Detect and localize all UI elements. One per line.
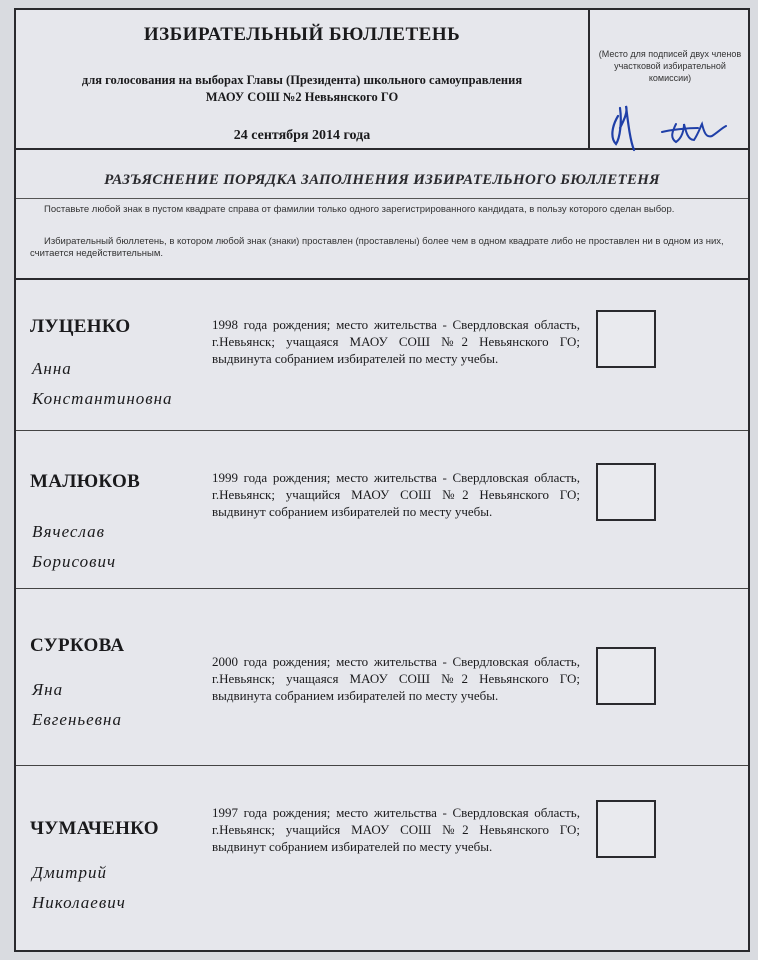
candidate-first-name: Дмитрий: [32, 863, 107, 882]
instructions-title: РАЗЪЯСНЕНИЕ ПОРЯДКА ЗАПОЛНЕНИЯ ИЗБИРАТЕЛЬНОГО БЮЛЛЕТЕНЯ: [104, 172, 660, 188]
candidate-surname: СУРКОВА: [30, 635, 125, 656]
candidate-bio: 1999 года рождения; место жительства - Свердловская область, г.Невьянск; учащийся МАОУ СОШ №2 Невьянского ГО; выдвинут собранием избирателей по месту учебы.: [212, 470, 580, 519]
ballot-subtitle-line1: для голосования на выборах Главы (Президента) школьного самоуправления: [81, 73, 523, 87]
signature-two: [662, 124, 726, 142]
handwritten-signatures: [590, 98, 748, 158]
election-date: 24 сентября 2014 года: [233, 128, 371, 143]
candidate-row: [16, 589, 748, 766]
candidate-first-name: Яна: [32, 680, 64, 699]
candidate-given-names: [32, 675, 122, 735]
candidate-patronymic: Евгеньевна: [32, 710, 122, 729]
candidate-patronymic: Борисович: [32, 552, 117, 571]
candidate-first-name: Вячеслав: [32, 522, 105, 541]
ballot-header: [16, 10, 748, 150]
instructions-paragraph-1: Поставьте любой знак в пустом квадрате справа от фамилии только одного зарегистрированного кандидата, в пользу которого сделан выбор.: [44, 204, 675, 215]
candidate-patronymic: Константиновна: [32, 389, 173, 408]
vote-checkbox[interactable]: [596, 647, 656, 705]
candidate-surname: ЧУМАЧЕНКО: [30, 818, 159, 839]
signature-note: (Место для подписей двух членов участковой избирательной комиссии): [598, 49, 742, 83]
ballot-subtitle: [26, 72, 578, 106]
instructions-paragraph-2: Избирательный бюллетень, в котором любой знак (знаки) проставлен (проставлены) более чем в одном квадрате либо не проставлен ни в одном из них, считается недействительным.: [30, 236, 724, 259]
candidate-given-names: [32, 517, 116, 577]
candidate-first-name: Анна: [32, 359, 72, 378]
ballot-subtitle-line2: МАОУ СОШ №2 Невьянского ГО: [205, 90, 399, 104]
ballot-sheet: [14, 8, 750, 952]
candidate-given-names: [32, 354, 173, 414]
signature-one: [612, 106, 634, 150]
candidate-patronymic: Николаевич: [32, 893, 126, 912]
vote-checkbox[interactable]: [596, 463, 656, 521]
candidate-surname: ЛУЦЕНКО: [30, 316, 131, 337]
candidate-surname: МАЛЮКОВ: [30, 471, 141, 492]
candidate-bio: 1997 года рождения; место жительства - Свердловская область, г.Невьянск; учащийся МАОУ СОШ №2 Невьянского ГО; выдвинут собранием избирателей по месту учебы.: [212, 805, 580, 854]
signature-area: [590, 10, 748, 148]
candidate-bio: 1998 года рождения; место жительства - Свердловская область, г.Невьянск; учащаяся МАОУ СОШ №2 Невьянского ГО; выдвинута собранием избирателей по месту учебы.: [212, 317, 580, 366]
candidate-given-names: [32, 858, 126, 918]
vote-checkbox[interactable]: [596, 310, 656, 368]
instructions-divider: [16, 198, 748, 199]
instructions-section: [16, 150, 748, 280]
candidate-row: [16, 431, 748, 589]
candidate-row: [16, 280, 748, 431]
candidate-row: [16, 766, 748, 950]
vote-checkbox[interactable]: [596, 800, 656, 858]
ballot-title: ИЗБИРАТЕЛЬНЫЙ БЮЛЛЕТЕНЬ: [143, 24, 461, 45]
candidate-bio: 2000 года рождения; место жительства - Свердловская область, г.Невьянск; учащаяся МАОУ СОШ №2 Невьянского ГО; выдвинута собранием избирателей по месту учебы.: [212, 654, 580, 703]
ballot-header-main: [16, 10, 590, 148]
